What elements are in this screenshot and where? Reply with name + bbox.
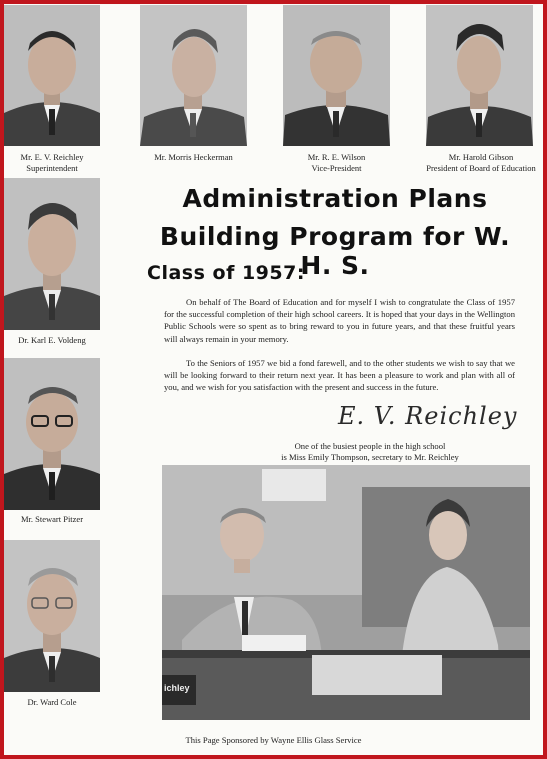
letter-paragraph-1: On behalf of The Board of Education and for myself I wish to congratulate the Class of 1957 for the successful completion of their high school careers. It is hoped that your days in the Wellington Public Schools were so spent as to bring reward to you in future years, and that these fruitful years will always remain in your memory. (164, 297, 515, 344)
portrait-wilson-photo (283, 5, 390, 146)
headline-line-1: Administration Plans (182, 184, 488, 213)
letter-paragraph-2: To the Seniors of 1957 we bid a fond farewell, and to the other students we wish to say that we will be looking forward to their return next year. It has been a pleasure to work and plan with all of you, and we wish for you satisfaction with the present and success in the future. (164, 358, 515, 393)
portrait-cole-photo (4, 540, 100, 692)
portrait-title: President of Board of Education (426, 163, 536, 173)
portrait-title: Superintendent (26, 163, 78, 173)
portrait-name: Dr. Karl E. Voldeng (18, 335, 86, 345)
portrait-name: Mr. R. E. Wilson (307, 152, 366, 162)
office-caption-line-1: One of the busiest people in the high school (294, 441, 446, 451)
portrait-name: Mr. Harold Gibson (448, 152, 514, 162)
portrait-name: Mr. E. V. Reichley (20, 152, 84, 162)
portrait-name: Dr. Ward Cole (27, 697, 77, 707)
signature: E. V. Reichley (338, 402, 518, 430)
headline-line-2: Building Program for W. H. S. (159, 222, 511, 280)
portrait-gibson-photo (426, 5, 533, 146)
portrait-reichley-photo (4, 5, 100, 146)
office-photo (162, 465, 530, 720)
portrait-title: Vice-President (311, 163, 362, 173)
portrait-name: Mr. Morris Heckerman (154, 152, 233, 162)
subhead: Class of 1957: (147, 262, 305, 284)
portrait-pitzer-photo (4, 358, 100, 510)
desk-nameplate: ichley (164, 683, 190, 693)
portrait-name: Mr. Stewart Pitzer (20, 514, 84, 524)
portrait-voldeng-photo (4, 178, 100, 330)
sponsor-line: This Page Sponsored by Wayne Ellis Glass Service (185, 735, 362, 745)
office-caption-line-2: is Miss Emily Thompson, secretary to Mr. Reichley (281, 452, 459, 462)
portrait-heckerman-photo (140, 5, 247, 146)
